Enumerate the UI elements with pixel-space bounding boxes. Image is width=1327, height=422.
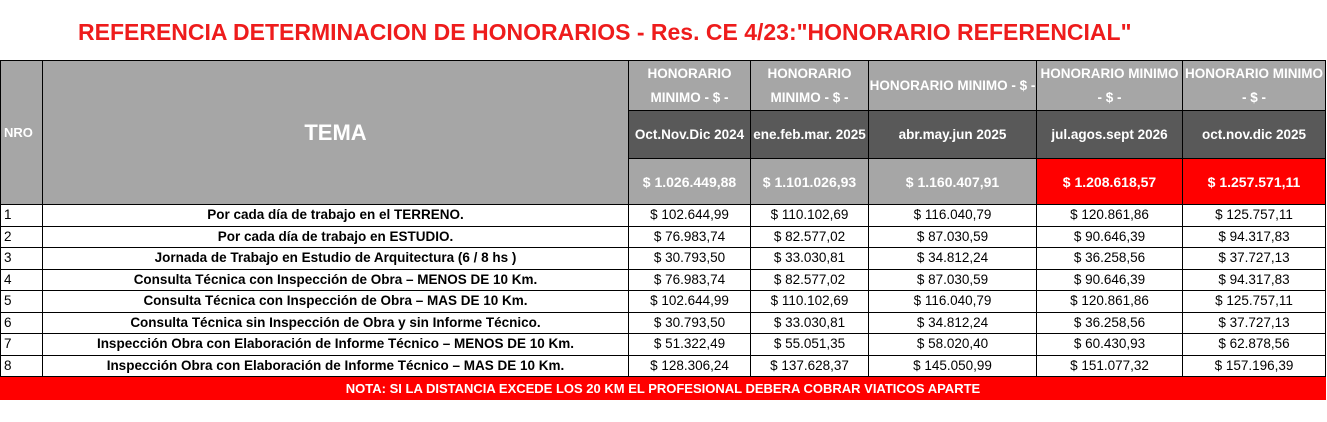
row-value: $ 145.050,99 — [869, 355, 1037, 377]
row-nro: 1 — [1, 205, 43, 227]
row-value: $ 137.628,37 — [751, 355, 869, 377]
header-col-2-total: $ 1.101.026,93 — [751, 159, 869, 205]
row-value: $ 94.317,83 — [1183, 226, 1326, 248]
row-nro: 8 — [1, 355, 43, 377]
row-value: $ 76.983,74 — [629, 226, 751, 248]
row-nro: 2 — [1, 226, 43, 248]
header-col-3-period: abr.may.jun 2025 — [869, 111, 1037, 159]
header-col-3-top: HONORARIO MINIMO - $ - — [869, 61, 1037, 111]
row-value: $ 62.878,56 — [1183, 334, 1326, 356]
row-value: $ 33.030,81 — [751, 248, 869, 270]
row-value: $ 82.577,02 — [751, 226, 869, 248]
header-col-1-total: $ 1.026.449,88 — [629, 159, 751, 205]
row-tema: Inspección Obra con Elaboración de Informe Técnico – MENOS DE 10 Km. — [43, 334, 629, 356]
table-row — [1, 355, 1326, 377]
row-tema: Jornada de Trabajo en Estudio de Arquitectura (6 / 8 hs ) — [43, 248, 629, 270]
table-row — [1, 248, 1326, 270]
row-value: $ 90.646,39 — [1037, 269, 1183, 291]
row-value: $ 36.258,56 — [1037, 312, 1183, 334]
row-nro: 5 — [1, 291, 43, 313]
header-col-1-top: HONORARIO MINIMO - $ - — [629, 61, 751, 111]
row-value: $ 102.644,99 — [629, 291, 751, 313]
header-col-4-period: jul.agos.sept 2026 — [1037, 111, 1183, 159]
row-value: $ 58.020,40 — [869, 334, 1037, 356]
table-row — [1, 205, 1326, 227]
table-row — [1, 269, 1326, 291]
row-value: $ 55.051,35 — [751, 334, 869, 356]
row-value: $ 125.757,11 — [1183, 291, 1326, 313]
row-value: $ 51.322,49 — [629, 334, 751, 356]
header-col-5-period: oct.nov.dic 2025 — [1183, 111, 1326, 159]
row-value: $ 30.793,50 — [629, 312, 751, 334]
header-col-5-total: $ 1.257.571,11 — [1183, 159, 1326, 205]
header-col-2-top: HONORARIO MINIMO - $ - — [751, 61, 869, 111]
row-value: $ 34.812,24 — [869, 248, 1037, 270]
row-value: $ 90.646,39 — [1037, 226, 1183, 248]
row-nro: 3 — [1, 248, 43, 270]
row-tema: Por cada día de trabajo en ESTUDIO. — [43, 226, 629, 248]
row-value: $ 120.861,86 — [1037, 205, 1183, 227]
row-value: $ 120.861,86 — [1037, 291, 1183, 313]
row-value: $ 30.793,50 — [629, 248, 751, 270]
row-value: $ 33.030,81 — [751, 312, 869, 334]
header-col-1-period: Oct.Nov.Dic 2024 — [629, 111, 751, 159]
row-tema: Consulta Técnica sin Inspección de Obra y sin Informe Técnico. — [43, 312, 629, 334]
header-tema: TEMA — [43, 61, 629, 205]
row-value: $ 82.577,02 — [751, 269, 869, 291]
header-col-4-total: $ 1.208.618,57 — [1037, 159, 1183, 205]
row-value: $ 34.812,24 — [869, 312, 1037, 334]
header-nro: NRO — [1, 61, 43, 205]
header-col-2-period: ene.feb.mar. 2025 — [751, 111, 869, 159]
row-value: $ 37.727,13 — [1183, 248, 1326, 270]
row-value: $ 37.727,13 — [1183, 312, 1326, 334]
row-nro: 7 — [1, 334, 43, 356]
row-value: $ 110.102,69 — [751, 291, 869, 313]
row-nro: 4 — [1, 269, 43, 291]
row-value: $ 157.196,39 — [1183, 355, 1326, 377]
row-tema: Por cada día de trabajo en el TERRENO. — [43, 205, 629, 227]
row-value: $ 110.102,69 — [751, 205, 869, 227]
row-tema: Consulta Técnica con Inspección de Obra – MAS DE 10 Km. — [43, 291, 629, 313]
table-row — [1, 312, 1326, 334]
row-value: $ 36.258,56 — [1037, 248, 1183, 270]
row-value: $ 116.040,79 — [869, 291, 1037, 313]
fee-table — [0, 60, 1326, 400]
header-col-4-top: HONORARIO MINIMO - $ - — [1037, 61, 1183, 111]
table-row — [1, 226, 1326, 248]
row-tema: Consulta Técnica con Inspección de Obra – MENOS DE 10 Km. — [43, 269, 629, 291]
page-title: REFERENCIA DETERMINACION DE HONORARIOS - Res. CE 4/23:"HONORARIO REFERENCIAL" — [78, 19, 1132, 45]
note-row — [1, 377, 1326, 400]
row-value: $ 151.077,32 — [1037, 355, 1183, 377]
row-nro: 6 — [1, 312, 43, 334]
row-value: $ 128.306,24 — [629, 355, 751, 377]
table-row — [1, 291, 1326, 313]
row-tema: Inspección Obra con Elaboración de Informe Técnico – MAS DE 10 Km. — [43, 355, 629, 377]
row-value: $ 76.983,74 — [629, 269, 751, 291]
row-value: $ 125.757,11 — [1183, 205, 1326, 227]
row-value: $ 94.317,83 — [1183, 269, 1326, 291]
row-value: $ 87.030,59 — [869, 226, 1037, 248]
distance-note: NOTA: SI LA DISTANCIA EXCEDE LOS 20 KM EL PROFESIONAL DEBERA COBRAR VIATICOS APARTE — [1, 377, 1326, 400]
header-col-5-top: HONORARIO MINIMO - $ - — [1183, 61, 1326, 111]
table-row — [1, 334, 1326, 356]
row-value: $ 60.430,93 — [1037, 334, 1183, 356]
header-col-3-total: $ 1.160.407,91 — [869, 159, 1037, 205]
row-value: $ 87.030,59 — [869, 269, 1037, 291]
row-value: $ 102.644,99 — [629, 205, 751, 227]
row-value: $ 116.040,79 — [869, 205, 1037, 227]
